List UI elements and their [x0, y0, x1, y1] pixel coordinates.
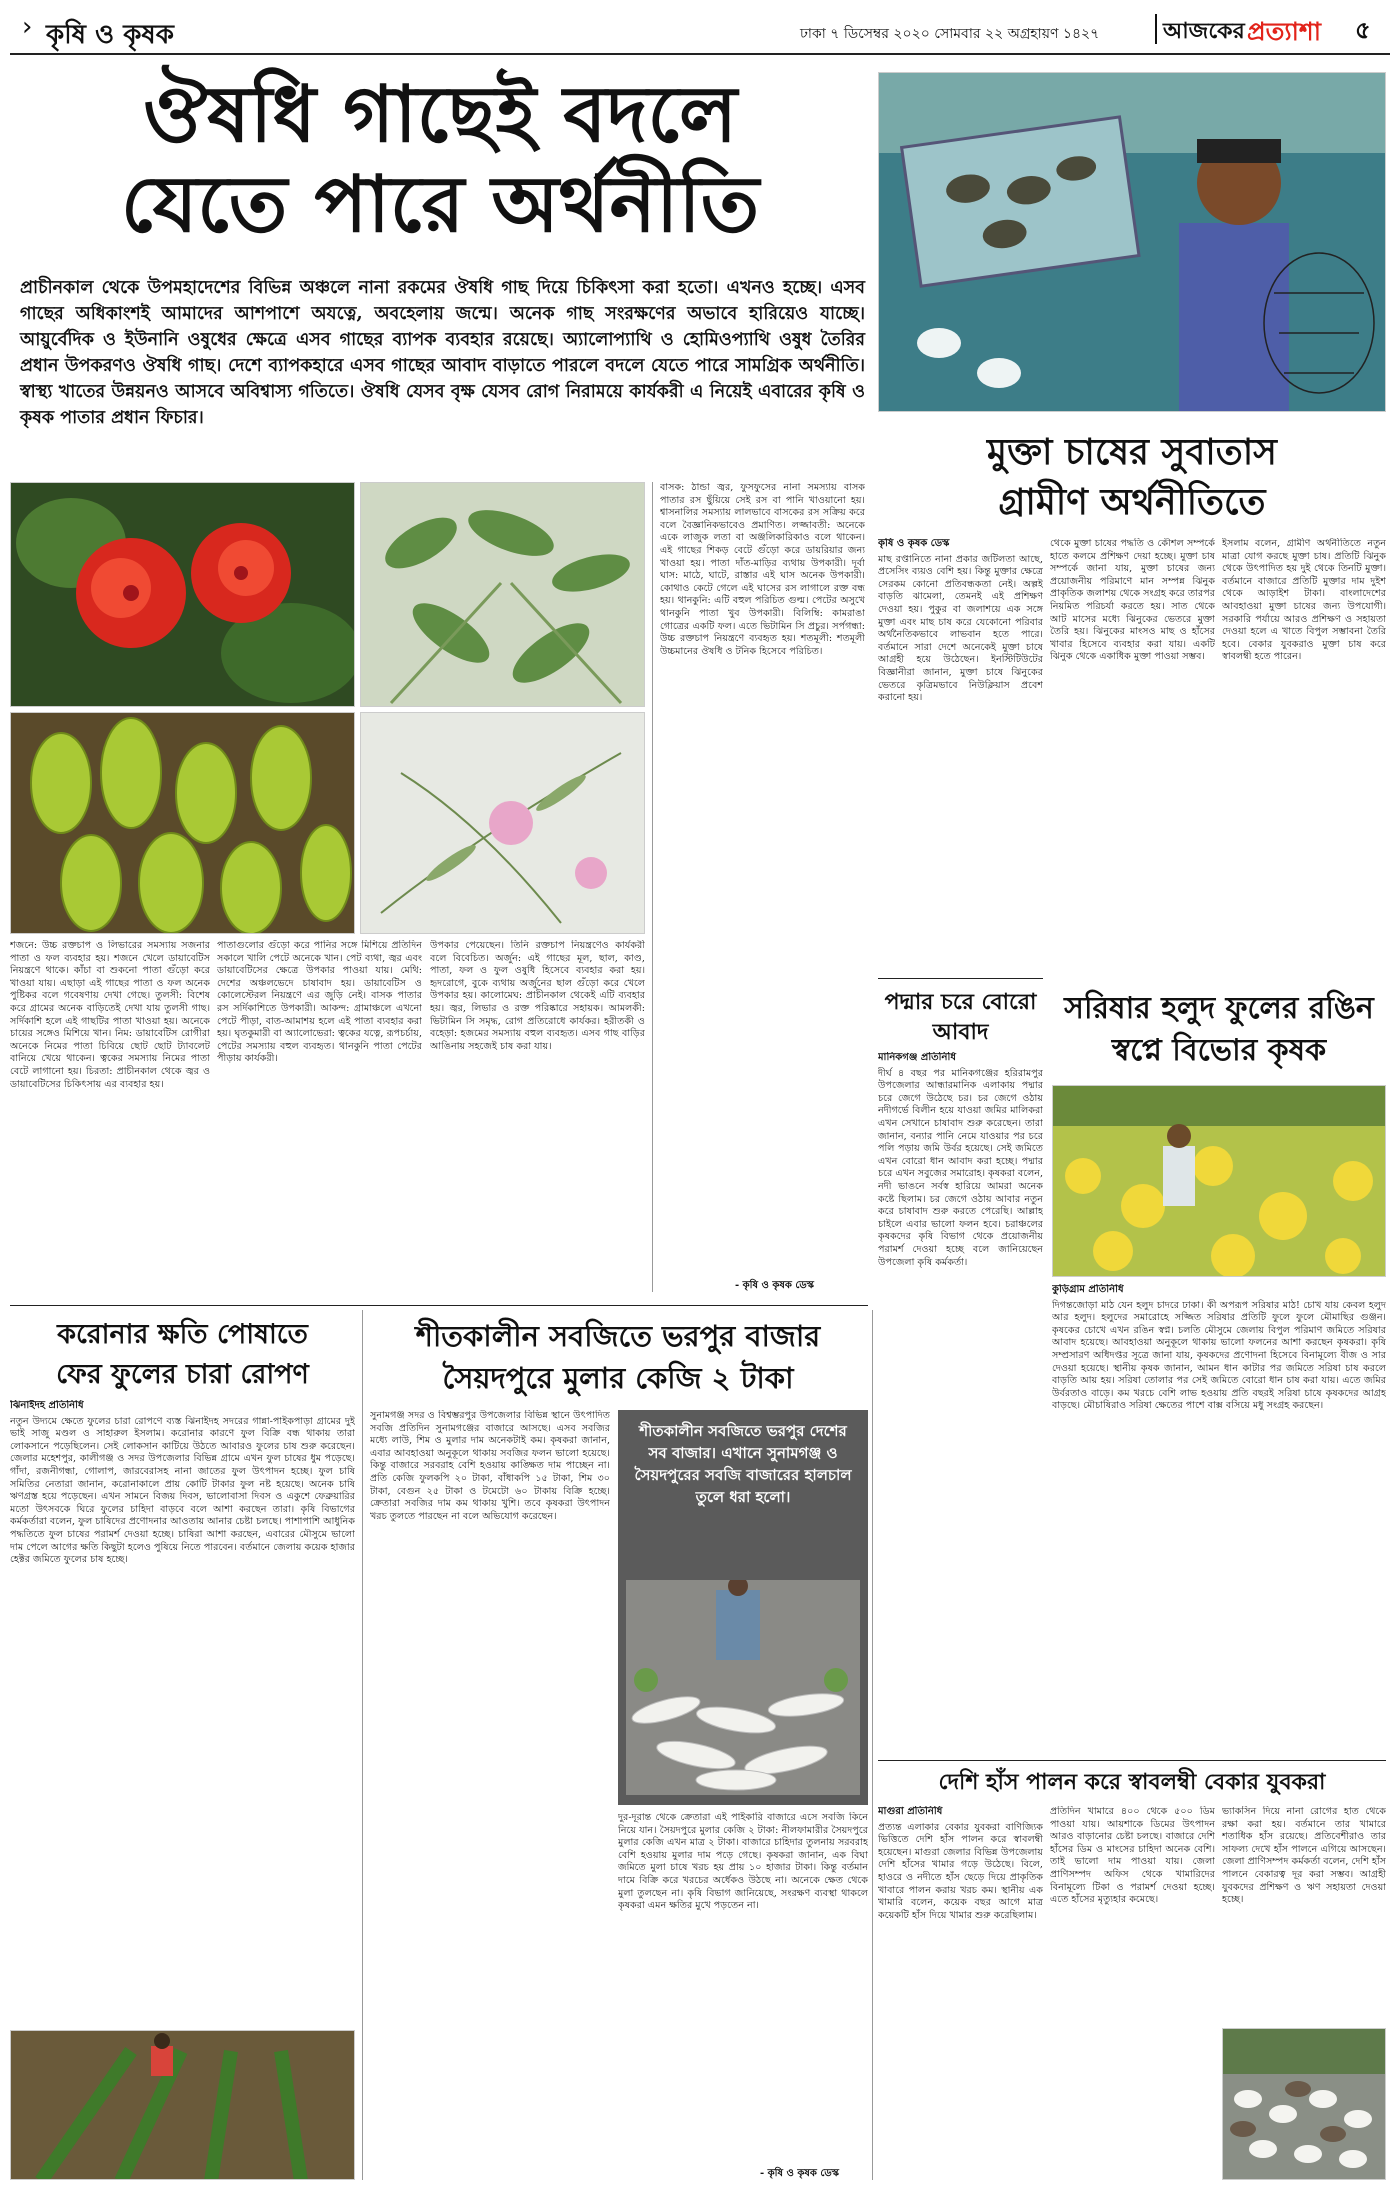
- pearl-byline: কৃষি ও কৃষক ডেস্ক: [878, 538, 950, 549]
- mustard-body: [1052, 1284, 1386, 1749]
- flower-headline-line-2: ফের ফুলের চারা রোপণ: [56, 1359, 309, 1390]
- padma-rule: [878, 978, 1043, 979]
- winter-col-2: দুর-দূরান্ত থেকে ক্রেতারা এই পাইকারি বাজারে এসে সবজি কিনে নিয়ে যান। সৈয়দপুরে মুলার কেজি ২ টাকা: নীলফামারীর সৈয়দপুরে মুলার কেজি এখন মাত্র ২ টাকা। বাজারে চাহিদার তুলনায় সরবরাহ বেশি হওয়ায় মুলার দাম পড়ে গেছে। কৃষকরা জানান, এক বিঘা জমিতে মুলা চাষে খরচ হয় প্রায় ১০ হাজার টাকা। কিন্তু বর্তমান দামে বিক্রি করে খরচের অর্ধেকও উঠছে না। অনেকে ক্ষেত থেকে মুলা তুলছেন না। কৃষি বিভাগ জানিয়েছে, সংরক্ষণ ব্যবস্থা থাকলে কৃষকরা এমন ক্ষতির মুখে পড়তেন না।: [618, 1812, 868, 1912]
- pearl-farmer-photo: [878, 72, 1386, 412]
- flower-body: [10, 1400, 355, 2025]
- masthead: [1155, 8, 1380, 50]
- lower-section-rule: [10, 1305, 868, 1306]
- pearl-col-1: [878, 538, 1043, 818]
- lead-headline: [20, 70, 860, 250]
- hibiscus-illustration: [11, 483, 355, 707]
- radish-illustration: [626, 1580, 860, 1795]
- winter-callout-text: শীতকালীন সবজিতে ভরপুর দেশের সব বাজার। এখানে সুনামগঞ্জ ও সৈয়দপুরের সবজি বাজারের হালচাল তুলে ধরা হলো।: [634, 1422, 852, 1506]
- duck-farm-photo: [1222, 2028, 1386, 2180]
- flower-headline: [10, 1315, 355, 1395]
- paper-name-part-b: প্রত্যাশা: [1247, 17, 1321, 46]
- lead-intro: প্রাচীনকাল থেকে উপমহাদেশের বিভিন্ন অঞ্চলে নানা রকমের ঔষধি গাছ দিয়ে চিকিৎসা করা হতো। এখনও হচ্ছে। এসব গাছের অধিকাংশই আমাদের আশপাশে অযত্নে, অবহেলায় জন্মে। অনেক গাছ সংরক্ষণের অভাবে হারিয়েও যাচ্ছে। আয়ুর্বেদিক ও ইউনানি ওষুধের ক্ষেত্রে এসব গাছের ব্যাপক ব্যবহার রয়েছে। অ্যালোপ্যাথি ও হোমিওপ্যাথি ওষুধ তৈরির প্রধান উপকরণও ঔষধি গাছ। দেশে ব্যাপকহারে এসব গাছের আবাদ বাড়াতে পারলে বদলে যেতে পারে সামগ্রিক অর্থনীতি। স্বাস্থ্য খাতের উন্নয়নও আসবে অবিশ্বাস্য গতিতে। ঔষধি যেসব বৃক্ষ যেসব রোগ নিরাময়ে কার্যকরী এ নিয়েই এবারের কৃষি ও কৃষক পাতার প্রধান ফিচার।: [20, 278, 865, 428]
- padma-headline-line-2: আবাদ: [932, 1020, 989, 1045]
- winter-col-divider: [362, 1310, 363, 2180]
- winter-col-1: সুনামগঞ্জ সদর ও বিশ্বম্ভরপুর উপজেলার বিভিন্ন স্থানে উৎপাদিত সবজি প্রতিদিন সুনামগঞ্জের বাজারে আসছে। এসব সবজির মধ্যে লাউ, শিম ও মুলার দাম অনেকটাই কম। কৃষকরা জানান, এবার আবহাওয়া অনুকূলে থাকায় সবজির ফলন ভালো হয়েছে। কিন্তু বাজারে সরবরাহ বেশি হওয়ায় কাঙ্ক্ষিত দাম পাচ্ছেন না। প্রতি কেজি ফুলকপি ২০ টাকা, বাঁধাকপি ১৫ টাকা, শিম ৩০ টাকা, বেগুন ২৫ টাকা ও টমেটো ৬০ টাকায় বিক্রি হচ্ছে। ক্রেতারা সবজির দাম কম থাকায় খুশি। তবে কৃষকরা উৎপাদন খরচ তুলতে পারছেন না বলে অভিযোগ করেছেন।: [370, 1410, 610, 1522]
- leaves-illustration: [361, 483, 645, 707]
- pearl-col-3: ইসলাম বলেন, গ্রামীণ অর্থনীতিতে নতুন মাত্রা যোগ করছে মুক্তা চাষ। প্রতিটি ঝিনুক থেকে উৎপাদিত হয় দুই থেকে তিনটি মুক্তা। বর্তমানে বাজারে প্রতিটি মুক্তার দাম দুইশ থেকে আড়াইশ টাকা। বাংলাদেশের আবহাওয়া মুক্তা চাষের জন্য উপযোগী। সরকারি পর্যায়ে আরও প্রশিক্ষণ ও সহায়তা দেওয়া হলে এ খাতে বিপুল সম্ভাবনা তৈরি হবে। বেকার যুবকরাও মুক্তা চাষ করে স্বাবলম্বী হতে পারেন।: [1222, 538, 1386, 663]
- pearl-headline-line-2: গ্রামীণ অর্থনীতিতে: [998, 482, 1266, 523]
- duck-col-3: ভ্যাকসিন দিয়ে নানা রোগের হাত থেকে রক্ষা করা হয়। বর্তমানে তার খামারে শতাধিক হাঁস রয়েছে। প্রতিবেশীরাও তার সাফল্য দেখে হাঁস পালনে এগিয়ে আসছেন। জেলা প্রাণিসম্পদ কর্মকর্তা বলেন, দেশি হাঁস পালনে বেকারত্ব দূর করা সম্ভব। আগ্রহী যুবকদের প্রশিক্ষণ ও ঋণ সহায়তা দেওয়া হচ্ছে।: [1222, 1806, 1386, 1906]
- padma-body: [878, 1052, 1043, 1752]
- lead-body-col-3: উপকার পেয়েছেন। তিনি রক্তচাপ নিয়ন্ত্রণেও কার্যকরী বলে বিবেচিত। অর্জুন: এই গাছের মূল, ছাল, কাণ্ড, পাতা, ফল ও ফুল ওষুধি হিসেবে ব্যবহার করা হয়। হৃদরোগে, বুকে ব্যথায় অর্জুনের ছাল গুঁড়ো করে খেলে উপকার হয়। কালোমেঘ: প্রাচীনকাল থেকেই এটি ব্যবহার হয়। জ্বর, লিভার ও রক্ত পরিষ্কারে সহায়ক। আমলকী: ভিটামিন সি সমৃদ্ধ, রোগ প্রতিরোধে কার্যকর। হরীতকী ও বহেড়া: হজমের সমস্যায় বহুল ব্যবহৃত। এসব গাছ বাড়ির আঙিনায় সহজেই চাষ করা যায়।: [430, 940, 645, 1052]
- duck-byline: মাগুরা প্রতিনিধি: [878, 1806, 943, 1817]
- mimosa-illustration: [361, 713, 645, 934]
- pearl-col-1-text: মাছ রপ্তানিতে নানা প্রকার জটিলতা আছে, প্রসেসিং ব্যয়ও বেশি হয়। কিন্তু মুক্তার ক্ষেত্রে সেরকম কোনো প্রতিবন্ধকতা নেই। অল্পই বাড়তি ঝামেলা, তেমনই এই প্রশিক্ষণ দেওয়া হয়। পুকুর বা জলাশয়ে এক সঙ্গে মুক্তা এবং মাছ চাষ করে যেকোনো পরিবার অর্থনৈতিকভাবে লাভবান হতে পারে। বর্তমানে সারা দেশে অনেকেই মুক্তা চাষে আগ্রহী হয়ে উঠেছেন। ইনস্টিটিউটের বিজ্ঞানীরা জানান, মুক্তা চাষে ঝিনুকের ভেতরে কৃত্রিমভাবে নিউক্লিয়াস প্রবেশ করানো হয়।: [878, 553, 1043, 704]
- flower-seedling-photo: [10, 2030, 355, 2180]
- mustard-headline-line-2: স্বপ্নে বিভোর কৃষক: [1111, 1033, 1327, 1068]
- masthead-divider: [1155, 14, 1157, 44]
- flower-text: নতুন উদ্যমে ক্ষেতে ফুলের চারা রোপণে ব্যস্ত ঝিনাইদহ সদরের গান্না-পাইকপাড়া গ্রামের দুই ভাই সাজু মণ্ডল ও সাহারুল ইসলাম। করোনার কারণে ফুল বিক্রি বন্ধ থাকায় তারা লোকসানে পড়েছিলেন। সেই লোকসান কাটিয়ে উঠতে আবারও ফুলের চাষ শুরু করেছেন। জেলার মহেশপুর, কালীগঞ্জ ও সদর উপজেলার বিভিন্ন গ্রামে এখন ফুল চাষের ধুম পড়েছে। গাঁদা, রজনীগন্ধা, গোলাপ, জারবেরাসহ নানা জাতের ফুল উৎপাদন হচ্ছে। ফুল চাষি সমিতির নেতারা জানান, করোনাকালে প্রায় কোটি টাকার ফুল নষ্ট হয়েছে। অনেক চাষি ঋণগ্রস্ত হয়ে পড়েছেন। এখন সামনে বিজয় দিবস, ভালোবাসা দিবস ও একুশে ফেব্রুয়ারির মতো উৎসবকে ঘিরে ফুলের চাহিদা বাড়বে বলে আশা করছেন তারা। কৃষি বিভাগের কর্মকর্তারা বলেন, ফুল চাষিদের প্রণোদনার আওতায় আনার চেষ্টা চলছে। পাশাপাশি আধুনিক পদ্ধতিতে ফুল চাষের পরামর্শ দেওয়া হচ্ছে। চাষিরা আশা করছেন, এবারের মৌসুমে ভালো দাম পেলে আগের ক্ষতি কিছুটা হলেও পুষিয়ে নিতে পারবেন। বর্তমানে জেলায় কয়েক হাজার হেক্টর জমিতে ফুলের চাষ হচ্ছে।: [10, 1415, 355, 1566]
- mustard-text: দিগন্তজোড়া মাঠ যেন হলুদ চাদরে ঢাকা। কী অপরূপ সরিষার মাঠ! চোখ যায় কেবল হলুদ আর হলুদ। হলুদের সমারোহে সজ্জিত সরিষার প্রতিটি ফুলে ফুলে মৌমাছির গুঞ্জন। কৃষকের চোখে এখন রঙিন স্বপ্ন। চলতি মৌসুমে জেলায় বিপুল পরিমাণ জমিতে সরিষার আবাদ হয়েছে। আবহাওয়া অনুকূলে থাকায় ভালো ফলনের আশা করছেন কৃষকরা। কৃষি সম্প্রসারণ অধিদপ্তর সূত্রে জানা যায়, কৃষকদের প্রণোদনা হিসেবে বিনামূল্যে বীজ ও সার দেওয়া হয়েছে। স্থানীয় কৃষক জানান, আমন ধান কাটার পর জমিতে সরিষা চাষ করলে বাড়তি আয় হয়। সরিষা তোলার পর সেই জমিতে বোরো ধান চাষ করা যায়। এতে জমির উর্বরতাও বাড়ে। কম খরচে বেশি লাভ হওয়ায় প্রতি বছরই সরিষা চাষে কৃষকদের আগ্রহ বাড়ছে। মৌচাষিরাও সরিষা ক্ষেতের পাশে বাক্স বসিয়ে মধু সংগ্রহ করছেন।: [1052, 1299, 1386, 1412]
- fruit-illustration: [11, 713, 355, 934]
- lead-col-divider: [652, 482, 653, 1292]
- chevron-right-icon: ›: [22, 12, 33, 42]
- mimosa-flower-photo: [360, 712, 645, 934]
- dateline: ঢাকা ৭ ডিসেম্বর ২০২০ সোমবার ২২ অগ্রহায়ণ ১৪২৭: [800, 26, 1100, 42]
- herb-leaves-photo: [360, 482, 645, 707]
- winter-headline: [368, 1315, 868, 1399]
- mustard-headline-line-1: সরিষার হলুদ ফুলের রঙিন: [1064, 991, 1374, 1026]
- mustard-headline: [1052, 988, 1386, 1072]
- pearl-farming-illustration: [879, 73, 1386, 412]
- seedling-field-illustration: [11, 2031, 355, 2180]
- lead-headline-line-1: ঔষধি গাছেই বদলে: [142, 70, 738, 160]
- duck-rule: [878, 1760, 1386, 1761]
- duck-col-2: প্রতিদিন খামারে ৪০০ থেকে ৫০০ ডিম পাওয়া যায়। আয়শাকে ডিমের উৎপাদন আরও বাড়ানোর চেষ্টা চলছে। বাজারে দেশি হাঁসের ডিম ও মাংসের চাহিদা অনেক বেশি। তাই ভালো দাম পাওয়া যায়। জেলা প্রাণিসম্পদ অফিস থেকে খামারিদের বিনামূল্যে টিকা ও পরামর্শ দেওয়া হচ্ছে। এতে হাঁসের মৃত্যুহার কমেছে।: [1050, 1806, 1215, 1906]
- mustard-byline: কুড়িগ্রাম প্রতিনিধি: [1052, 1284, 1124, 1295]
- winter-callout-box: [618, 1410, 868, 1805]
- page-number: ৫: [1355, 16, 1371, 44]
- pearl-headline-line-1: মুক্তা চাষের সুবাতাস: [987, 432, 1277, 473]
- flower-byline: ঝিনাইদহ প্রতিনিধি: [10, 1400, 84, 1411]
- lead-headline-line-2: যেতে পারে অর্থনীতি: [120, 160, 760, 250]
- flower-headline-line-1: করোনার ক্ষতি পোষাতে: [57, 1319, 308, 1350]
- padma-headline-line-1: পদ্মার চরে বোরো: [884, 990, 1037, 1015]
- padma-text: দীর্ঘ ৪ বছর পর মানিকগঞ্জের হরিরামপুর উপজেলার আন্ধারমানিক এলাকায় পদ্মার চরে জেগে উঠেছে চর। চর জেগে ওঠায় নদীগর্ভে বিলীন হয়ে যাওয়া জমির মালিকরা এখন সেখানে চাষাবাদ শুরু করেছেন। তারা জানান, বন্যার পানি নেমে যাওয়ার পর চরে পলি পড়ায় জমি উর্বর হয়েছে। সেই জমিতে এখন বোরো ধান আবাদ করা হচ্ছে। পদ্মার চরে এখন সবুজের সমারোহ। কৃষকরা বলেন, নদী ভাঙনে সর্বস্ব হারিয়ে আমরা অনেক কষ্টে ছিলাম। চর জেগে ওঠায় আবার নতুন করে চাষাবাদ শুরু করতে পেরেছি। আল্লাহ চাইলে এবার ভালো ফলন হবে। চরাঞ্চলের কৃষকদের কৃষি বিভাগ থেকে প্রয়োজনীয় পরামর্শ দেওয়া হচ্ছে বলে জানিয়েছেন উপজেলা কৃষি কর্মকর্তা।: [878, 1067, 1043, 1268]
- mustard-field-photo: [1052, 1085, 1386, 1277]
- pearl-headline: [878, 428, 1386, 528]
- section-title: কৃষি ও কৃষক: [46, 20, 174, 50]
- duck-col-divider: [872, 1310, 873, 2180]
- bilimbi-fruit-photo: [10, 712, 355, 934]
- winter-headline-line-2: সৈয়দপুরে মুলার কেজি ২ টাকা: [442, 1361, 794, 1395]
- paper-name-part-a: আজকের: [1163, 19, 1245, 44]
- padma-headline: [878, 988, 1043, 1048]
- lead-credit: - কৃষি ও কৃষক ডেস্ক: [735, 1280, 814, 1291]
- lead-body-col-4: বাসক: ঠান্ডা জ্বর, ফুসফুসের নানা সমস্যায় বাসক পাতার রস ছুঁয়িয়ে সেই রস বা পানি খাওয়ানো হয়। শ্বাসনালির সমস্যায় লালভাবে বাসকের রস সক্রিয় করে বলে বৈজ্ঞানিকভাবেও প্রমাণিত। লজ্জাবতী: অনেকে একে লাজুক লতা বা অঞ্জলিকারিকাও বলে থাকেন। এই গাছের শিকড় বেটে গুঁড়ো করে ডায়রিয়ার জন্য খাওয়া হয়। পাতা দাঁত-মাড়ির ব্যথায় উপকারী। দূর্বা ঘাস: মাঠে, ঘাটে, রাস্তার এই ঘাস অনেক উপকারী। কোথাও কেটে গেলে এই ঘাসের রস লাগালে রক্ত বন্ধ হয়। থানকুনি: এটি বহুল পরিচিত গুল্ম। পেটের অসুখে থানকুনি পাতা খুব উপকারী। বিলিম্বি: কামরাঙা গোত্রের একটি ফল। এতে ভিটামিন সি প্রচুর। সর্পগন্ধা: উচ্চ রক্তচাপ নিয়ন্ত্রণে ব্যবহৃত হয়। শতমূলী: শতমূলী উচ্চমানের ঔষধি ও টনিক হিসেবে পরিচিত।: [660, 482, 865, 657]
- winter-credit: - কৃষি ও কৃষক ডেস্ক: [760, 2168, 839, 2179]
- ducks-illustration: [1223, 2029, 1386, 2180]
- winter-headline-line-1: শীতকালীন সবজিতে ভরপুর বাজার: [415, 1319, 821, 1353]
- mustard-field-illustration: [1053, 1086, 1386, 1277]
- radish-market-photo: [626, 1580, 860, 1795]
- padma-byline: মানিকগঞ্জ প্রতিনিধি: [878, 1052, 956, 1063]
- page-header: [20, 8, 1385, 52]
- lead-body-col-1: শজনে: উচ্চ রক্তচাপ ও লিভারের সমস্যায় সজনার পাতা ও ফল ব্যবহার হয়। শজনে খেলে ডায়াবেটিস নিয়ন্ত্রণে থাকে। কাঁচা বা শুকনো পাতা গুঁড়ো করে খাওয়া যায়। এছাড়া এই গাছের পাতা ও ফল অনেক পুষ্টিকর বলে গবেষণায় দেখা গেছে। তুলসী: বিশেষ করে গ্রামের অনেক বাড়িতেই দেখা যায় তুলসী গাছ। সর্দিকাশি হলে এই গাছটির পাতা খাওয়া হয়। অনেকে চায়ের সঙ্গেও মিশিয়ে খান। নিম: ডায়াবেটিস রোগীরা অনেকে নিমের পাতা চিবিয়ে ছোট ছোট ট্যাবলেট বানিয়ে খেয়ে থাকেন। ত্বকের সমস্যায় নিমের পাতা বেটে লাগানো হয়। চিরতা: প্রাচীনকাল থেকে জ্বর ও ডায়াবেটিসের চিকিৎসায় এর ব্যবহার হয়।: [10, 940, 210, 1090]
- hibiscus-flower-photo: [10, 482, 355, 707]
- duck-col-1-text: প্রত্যন্ত এলাকার বেকার যুবকরা বাণিজ্যিক ভিত্তিতে দেশি হাঁস পালন করে স্বাবলম্বী হয়েছেন। মাগুরা জেলার বিভিন্ন উপজেলায় দেশি হাঁসের খামার গড়ে উঠেছে। বিলে, হাওরে ও নদীতে হাঁস ছেড়ে দিয়ে প্রাকৃতিক খাবারে পালন করায় খরচ কম। স্থানীয় এক খামারি বলেন, কয়েক বছর আগে মাত্র কয়েকটি হাঁস দিয়ে খামার শুরু করেছিলাম।: [878, 1821, 1043, 1921]
- pearl-col-2: থেকে মুক্তা চাষের পদ্ধতি ও কৌশল সম্পর্কে হাতে কলমে প্রশিক্ষণ দেয়া হচ্ছে। মুক্তা চাষ সম্পর্কে জানা যায়, মুক্তা চাষের জন্য প্রয়োজনীয় পরিমাণে মান সম্পন্ন ঝিনুক প্রাকৃতিক জলাশয় থেকে সংগ্রহ করে তারপর নিয়মিত পরিচর্যা করতে হয়। সাত থেকে আট মাসের মধ্যে ঝিনুকের ভেতরে মুক্তা তৈরি হয়। ঝিনুকের মাংসও মাছ ও হাঁসের খাবার হিসেবে ব্যবহার করা যায়। একটি ঝিনুক থেকে একাধিক মুক্তা পাওয়া সম্ভব।: [1050, 538, 1215, 663]
- header-rule: [10, 53, 1390, 55]
- lead-body-col-2: পাতাগুলোর গুঁড়ো করে পানির সঙ্গে মিশিয়ে প্রতিদিন সকালে খালি পেটে অনেকে খান। পেট ব্যথা, জ্বর এবং ডায়াবেটিসের ক্ষেত্রে উপকার পাওয়া যায়। মেথি: দেশের অঞ্চলভেদে চাষাবাদ হয়। ডায়াবেটিস ও কোলেস্টেরল নিয়ন্ত্রণে এর জুড়ি নেই। বাসক পাতার রস সর্দিকাশিতে উপকারী। আকন্দ: গ্রামাঞ্চলে এখনো পেটে পীড়া, বাত-আমাশয় হলে এই পাতা ব্যবহার করা হয়। ঘৃতকুমারী বা অ্যালোভেরা: ত্বকের যত্নে, রূপচর্চায়, পেটের সমস্যায় বহুল ব্যবহৃত। থানকুনি পাতা পেটের পীড়ায় কার্যকরী।: [217, 940, 422, 1065]
- duck-headline: দেশি হাঁস পালন করে স্বাবলম্বী বেকার যুবকরা: [938, 1770, 1326, 1795]
- duck-col-1: [878, 1806, 1043, 2171]
